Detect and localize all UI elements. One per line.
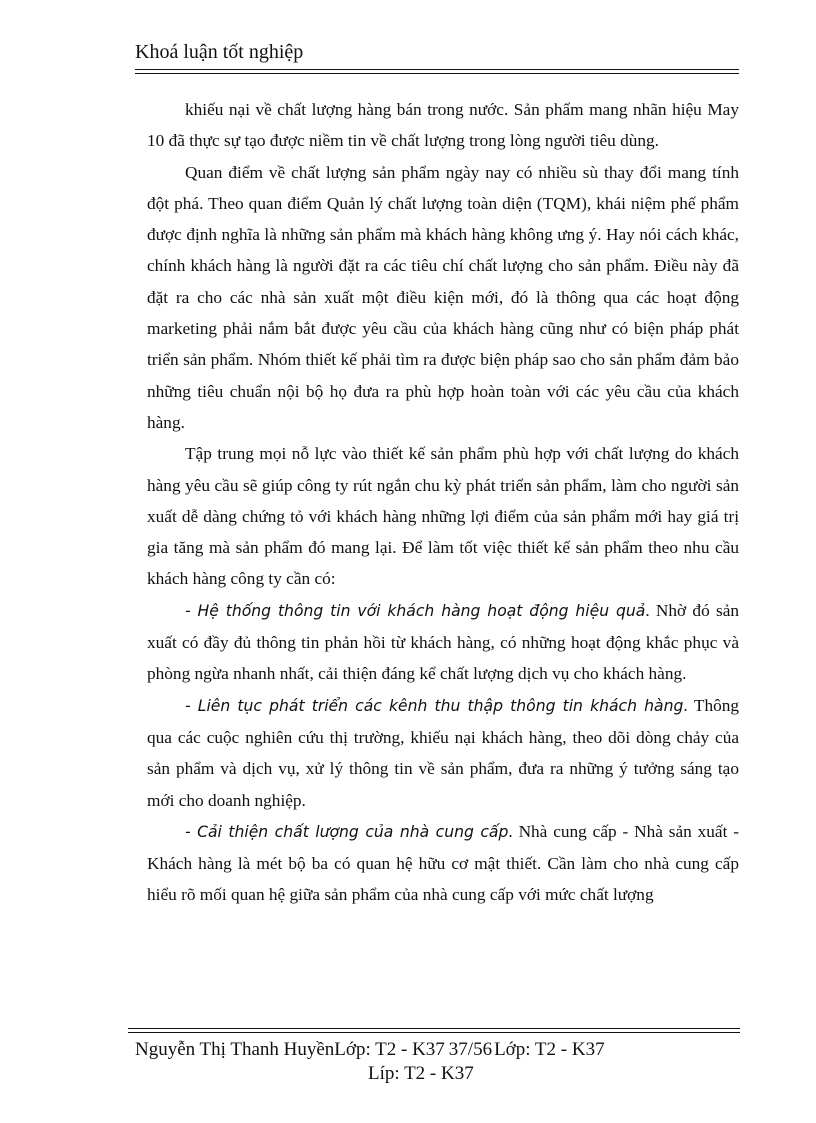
footer-page-number: 37/56 xyxy=(448,1039,493,1060)
footer-class-repeat: Lớp: T2 - K37 xyxy=(494,1039,605,1060)
bullet-text: . Thông qua các cuộc nghiên cứu thị trường, khiếu nại khách hàng, theo dõi dòng chảy của sản phẩm và dịch vụ, xử lý thông tin về sản phẩm, đưa ra những ý tưởng sáng tạo mới cho doanh nghiệp. xyxy=(147,695,740,810)
bullet-lead: - Liên tục phát triển các kênh thu thập thông tin khách hàng xyxy=(185,696,684,715)
bullet-text: . Nhờ đó sản xuất có đầy đủ thông tin phản hồi từ khách hàng, có những hoạt động khắc phục và phòng ngừa nhanh nhất, cải thiện đáng kể chất lượng dịch vụ cho khách hàng. xyxy=(147,600,740,684)
header-title: Khoá luận tốt nghiệp xyxy=(135,41,304,63)
paragraph-continuation: khiếu nại về chất lượng hàng bán trong nước. Sản phẩm mang nhãn hiệu May 10 đã thực sự tạo được niềm tin về chất lượng trong lòng người tiêu dùng. xyxy=(147,100,739,151)
bullet-text: . Nhà cung cấp - Nhà sản xuất - Khách hàng là mét bộ ba có quan hệ hữu cơ mật thiết. Cần làm cho nhà cung cấp hiểu rõ mối quan hệ giữa sản phẩm của nhà cung cấp với mức chất lượng xyxy=(147,821,739,905)
bullet-information-system xyxy=(147,595,739,690)
footer-rule-bottom xyxy=(128,1032,740,1033)
bullet-lead: - Hệ thống thông tin với khách hàng hoạt động hiệu quả xyxy=(185,601,646,620)
paragraph-quality-viewpoint: Quan điểm về chất lượng sản phẩm ngày nay có nhiều sù thay đổi mang tính đột phá. Theo quan điểm Quản lý chất lượng toàn diện (TQM), khái niệm phế phẩm được định nghĩa là những sản phẩm mà khách hàng không ưng ý. Hay nói cách khác, chính khách hàng là người đặt ra các tiêu chí chất lượng cho sản phẩm. Điều này đã đặt ra cho các nhà sản xuất một điều kiện mới, đó là thông qua các hoạt động marketing phải nắm bắt được yêu cầu của khách hàng cũng như có biện pháp phát triển sản phẩm. Nhóm thiết kế phải tìm ra được biện pháp sao cho sản phẩm đảm bảo những tiêu chuẩn nội bộ họ đưa ra phù hợp hoàn toàn với các yêu cầu của khách hàng. xyxy=(147,162,739,432)
footer-class: Lớp: T2 - K37 xyxy=(334,1039,445,1060)
bullet-information-channels xyxy=(147,690,739,816)
footer-author: Nguyễn Thị Thanh Huyền xyxy=(135,1039,335,1060)
paragraph-product-design: Tập trung mọi nỗ lực vào thiết kế sản phẩm phù hợp với chất lượng do khách hàng yêu cầu sẽ giúp công ty rút ngắn chu kỳ phát triển sản phẩm, làm cho người sản xuất dễ dàng chứng tỏ với khách hàng những lợi điểm của sản phẩm mới hay giá trị gia tăng mà sản phẩm đó mang lại. Để làm tốt việc thiết kế sản phẩm theo nhu cầu khách hàng công ty cần có: xyxy=(147,444,739,589)
bullet-supplier-quality xyxy=(147,816,739,911)
body-text xyxy=(147,94,739,911)
header-rule-top xyxy=(135,69,739,70)
header-rule-bottom xyxy=(135,73,739,74)
bullet-lead: - Cải thiện chất lượng của nhà cung cấp xyxy=(185,822,509,841)
footer-line xyxy=(135,1038,605,1062)
footer-rule-top xyxy=(128,1028,740,1029)
footer-class-line: Líp: T2 - K37 xyxy=(368,1063,474,1084)
